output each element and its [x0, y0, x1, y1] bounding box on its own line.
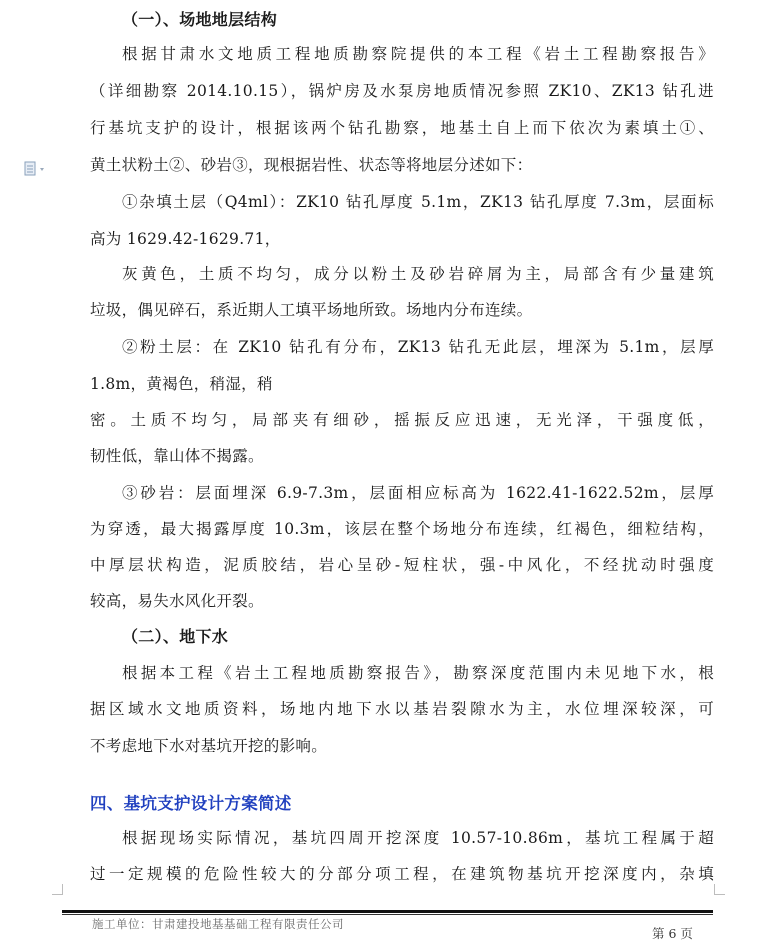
paragraph-line: （详细勘察 2014.10.15），锅炉房及水泵房地质情况参照 ZK10、ZK13 钻孔进: [90, 82, 714, 100]
paragraph-line: 较高，易失水风化开裂。: [90, 592, 264, 610]
document-paragraph-icon[interactable]: [24, 160, 50, 178]
heading-site-strata: （一）、场地地层结构: [122, 10, 278, 29]
paragraph-line: 韧性低，靠山体不揭露。: [90, 447, 264, 465]
paragraph-line: 根据现场实际情况，基坑四周开挖深度 10.57-10.86m，基坑工程属于超: [122, 829, 714, 847]
paragraph-line: 1.8m，黄褐色，稍湿，稍: [90, 375, 273, 393]
paragraph-line: 为穿透，最大揭露厚度 10.3m，该层在整个场地分布连续，红褐色，细粒结构，: [90, 520, 714, 538]
paragraph-line: 高为 1629.42-1629.71，: [90, 230, 281, 248]
paragraph-line: 灰黄色，土质不均匀，成分以粉土及砂岩碎屑为主，局部含有少量建筑: [122, 265, 714, 283]
paragraph-line: ③砂岩：层面埋深 6.9-7.3m，层面相应标高为 1622.41-1622.52m，层厚: [122, 484, 714, 502]
heading-groundwater: （二）、地下水: [122, 627, 229, 646]
footer-company: 施工单位：甘肃建投地基基础工程有限责任公司: [92, 917, 344, 931]
paragraph-line: ②粉土层：在 ZK10 钻孔有分布，ZK13 钻孔无此层，埋深为 5.1m，层厚: [122, 338, 714, 356]
paragraph-line: 根据甘肃水文地质工程地质勘察院提供的本工程《岩土工程勘察报告》: [122, 45, 714, 63]
paragraph-line: 根据本工程《岩土工程地质勘察报告》，勘察深度范围内未见地下水，根: [122, 664, 714, 682]
paragraph-line: 不考虑地下水对基坑开挖的影响。: [90, 737, 328, 755]
paragraph-line: 垃圾，偶见碎石，系近期人工填平场地所致。场地内分布连续。: [90, 301, 533, 319]
footer-rule: [62, 910, 713, 913]
margin-corner-mark: [714, 884, 725, 895]
paragraph-line: ①杂填土层（Q4ml）：ZK10 钻孔厚度 5.1m，ZK13 钻孔厚度 7.3m，层面标: [122, 193, 714, 211]
paragraph-line: 过一定规模的危险性较大的分部分项工程，在建筑物基坑开挖深度内，杂填: [90, 865, 714, 883]
paragraph-line: 中厚层状构造，泥质胶结，岩心呈砂-短柱状，强-中风化，不经扰动时强度: [90, 556, 714, 574]
footer-rule-thin: [62, 914, 713, 915]
paragraph-line: 黄土状粉土②、砂岩③，现根据岩性、状态等将地层分述如下：: [90, 156, 533, 174]
paragraph-line: 密。土质不均匀，局部夹有细砂，摇振反应迅速，无光泽，干强度低，: [90, 411, 714, 429]
page-number: 第 6 页: [652, 926, 693, 941]
paragraph-line: 据区域水文地质资料，场地内地下水以基岩裂隙水为主，水位埋深较深，可: [90, 700, 714, 718]
heading-support-design: 四、基坑支护设计方案简述: [90, 794, 292, 813]
margin-corner-mark: [52, 884, 63, 895]
paragraph-line: 行基坑支护的设计，根据该两个钻孔勘察，地基土自上而下依次为素填土①、: [90, 119, 714, 137]
